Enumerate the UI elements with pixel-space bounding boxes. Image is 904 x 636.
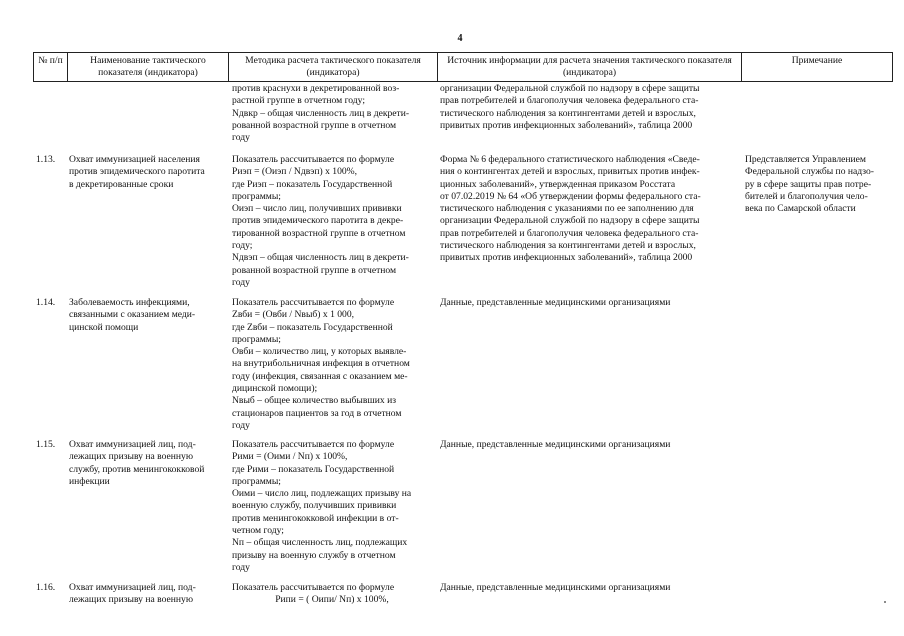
indicator-name — [69, 154, 222, 191]
text-line: привитых против инфекционных заболеваний», таблица 2000 — [440, 252, 693, 264]
text-line: Nп – общая численность лиц, подлежащих — [232, 537, 408, 549]
indicator-name — [69, 439, 222, 488]
text-line: где Pиэп – показатель Государственной — [232, 178, 393, 190]
indicator-name — [69, 582, 222, 607]
text-line: против менингококковой инфекции в от- — [232, 512, 399, 524]
text-line: году — [232, 419, 250, 431]
row-number: 1.13. — [36, 154, 56, 165]
text-line: году — [232, 561, 250, 573]
text-line: военную службу, получивших прививки — [232, 500, 397, 512]
text-line: году (инфекция, связанная с оказанием ме- — [232, 370, 408, 382]
formula: Zвби = (Овби / Nвыб) х 1 000, — [232, 309, 355, 321]
text-line: Данные, представленные медицинскими организациями — [440, 297, 671, 308]
text-line: Nвыб – общее количество выбывших из — [232, 395, 397, 407]
text-line: службу, против менингококковой — [69, 463, 205, 475]
text-line: четном году; — [232, 525, 284, 537]
text-line: тистического наблюдения за контингентами детей и взрослых, — [440, 107, 696, 119]
text-line: Показатель рассчитывается по формуле — [232, 297, 395, 308]
indicator-name — [69, 297, 222, 334]
text-line: стационаров пациентов за год в отчетном — [232, 407, 402, 419]
text-line: Охват иммунизацией населения — [69, 154, 200, 165]
header-divider — [437, 52, 438, 82]
text-line: Форма № 6 федерального статистического наблюдения «Сведе- — [440, 154, 700, 165]
text-line: ния о контингентах детей и взрослых, привитых против инфек- — [440, 166, 700, 178]
text-line: Заболеваемость инфекциями, — [69, 297, 190, 308]
page-number: 4 — [457, 33, 463, 44]
text-line: Представляется Управлением — [745, 154, 866, 165]
calculation-method — [232, 297, 432, 432]
text-line: Показатель рассчитывается по формуле — [232, 439, 395, 450]
row-number: 1.14. — [36, 297, 56, 308]
text-line: против эпидемического паротита в декре- — [232, 215, 404, 227]
scan-speck — [884, 601, 886, 603]
header-divider — [892, 52, 893, 82]
header-divider — [228, 52, 229, 82]
text-line: в декретированные сроки — [69, 178, 174, 190]
text-line: году — [232, 132, 250, 144]
text-line: прав потребителей и благополучия человека федерального ста- — [440, 227, 699, 239]
text-line: году — [232, 276, 250, 288]
calculation-method — [232, 154, 432, 289]
text-line: Nдвэп – общая численность лиц в декрети- — [232, 252, 409, 264]
cont-method — [232, 83, 432, 144]
text-line: программы; — [232, 475, 281, 487]
text-line: века по Самарской области — [745, 203, 856, 215]
text-line: растной группе в отчетном году; — [232, 95, 366, 107]
information-source — [440, 439, 738, 451]
cont-source — [440, 83, 738, 132]
text-line: тированной возрастной группе в отчетном — [232, 227, 406, 239]
text-line: призыву на военную службу в отчетном — [232, 549, 396, 561]
text-line: прав потребителей и благополучия человека федерального ста- — [440, 95, 699, 107]
information-source — [440, 154, 738, 265]
text-line: Охват иммунизацией лиц, под- — [69, 582, 196, 593]
text-line: лежащих призыву на военную — [69, 594, 194, 606]
text-line: рованной возрастной группе в отчетном — [232, 264, 397, 276]
text-line: против краснухи в декретированной воз- — [232, 83, 400, 94]
text-line: бителей и благополучия чело- — [745, 190, 868, 202]
text-line: где Zвби – показатель Государственной — [232, 321, 393, 333]
information-source — [440, 582, 738, 594]
header-source: Источник информации для расчета значения тактического показателя (индикатора) — [447, 55, 732, 78]
text-line: программы; — [232, 333, 281, 345]
text-line: ционных заболеваний», утвержденная приказом Росстата — [440, 178, 676, 190]
row-number: 1.15. — [36, 439, 56, 450]
formula: Pими = (Оими / Nп) х 100%, — [232, 451, 348, 463]
text-line: Федеральной службы по надзо- — [745, 166, 875, 178]
text-line: дицинской помощи); — [232, 383, 318, 395]
text-line: году; — [232, 240, 253, 252]
text-line: Показатель рассчитывается по формуле — [232, 154, 395, 165]
text-line: рованной возрастной группе в отчетном — [232, 119, 397, 131]
header-name: Наименование тактического показателя (индикатора) — [90, 55, 206, 78]
text-line: Данные, представленные медицинскими организациями — [440, 439, 671, 450]
text-line: Оими – число лиц, подлежащих призыву на — [232, 488, 412, 500]
text-line: против эпидемического паротита — [69, 166, 205, 178]
text-line: Оиэп – число лиц, получивших прививки — [232, 203, 402, 215]
text-line: цинской помощи — [69, 321, 139, 333]
text-line: лежащих призыву на военную — [69, 451, 194, 463]
text-line: Охват иммунизацией лиц, под- — [69, 439, 196, 450]
text-line: тистического наблюдения с указаниями по ее заполнению для — [440, 203, 694, 215]
text-line: программы; — [232, 190, 281, 202]
text-line: ру в сфере защиты прав потре- — [745, 178, 872, 190]
header-bottom-border — [33, 81, 892, 82]
text-line: от 07.02.2019 № 64 «Об утверждении формы федерального ста- — [440, 190, 701, 202]
text-line: Овби – количество лиц, у которых выявле- — [232, 346, 407, 358]
text-line: связанными с оказанием меди- — [69, 309, 196, 321]
header-note: Примечание — [791, 55, 843, 66]
text-line: организации Федеральной службой по надзору в сфере защиты — [440, 215, 700, 227]
header-top-border — [33, 52, 892, 53]
information-source — [440, 297, 738, 309]
formula: Pиэп = (Оиэп / Nдвэп) х 100%, — [232, 166, 358, 178]
text-line: Nдвкр – общая численность лиц в декрети- — [232, 107, 410, 119]
formula: Pипи = ( Оипи/ Nп) х 100%, — [275, 594, 389, 606]
text-line: Показатель рассчитывается по формуле — [232, 582, 395, 593]
header-divider — [741, 52, 742, 82]
text-line: Данные, представленные медицинскими организациями — [440, 582, 671, 593]
text-line: инфекции — [69, 475, 110, 487]
header-num: № п/п — [38, 55, 63, 66]
row-number: 1.16. — [36, 582, 56, 593]
text-line: организации Федеральной службой по надзору в сфере защиты — [440, 83, 700, 94]
text-line: где Pими – показатель Государственной — [232, 463, 395, 475]
text-line: на внутрибольничная инфекция в отчетном — [232, 358, 410, 370]
header-divider — [67, 52, 68, 82]
header-method: Методика расчета тактического показателя (индикатора) — [245, 55, 421, 78]
text-line: тистического наблюдения за контингентами детей и взрослых, — [440, 240, 696, 252]
calculation-method — [232, 582, 432, 607]
calculation-method — [232, 439, 432, 574]
text-line: привитых против инфекционных заболеваний», таблица 2000 — [440, 119, 693, 131]
note — [745, 154, 893, 215]
